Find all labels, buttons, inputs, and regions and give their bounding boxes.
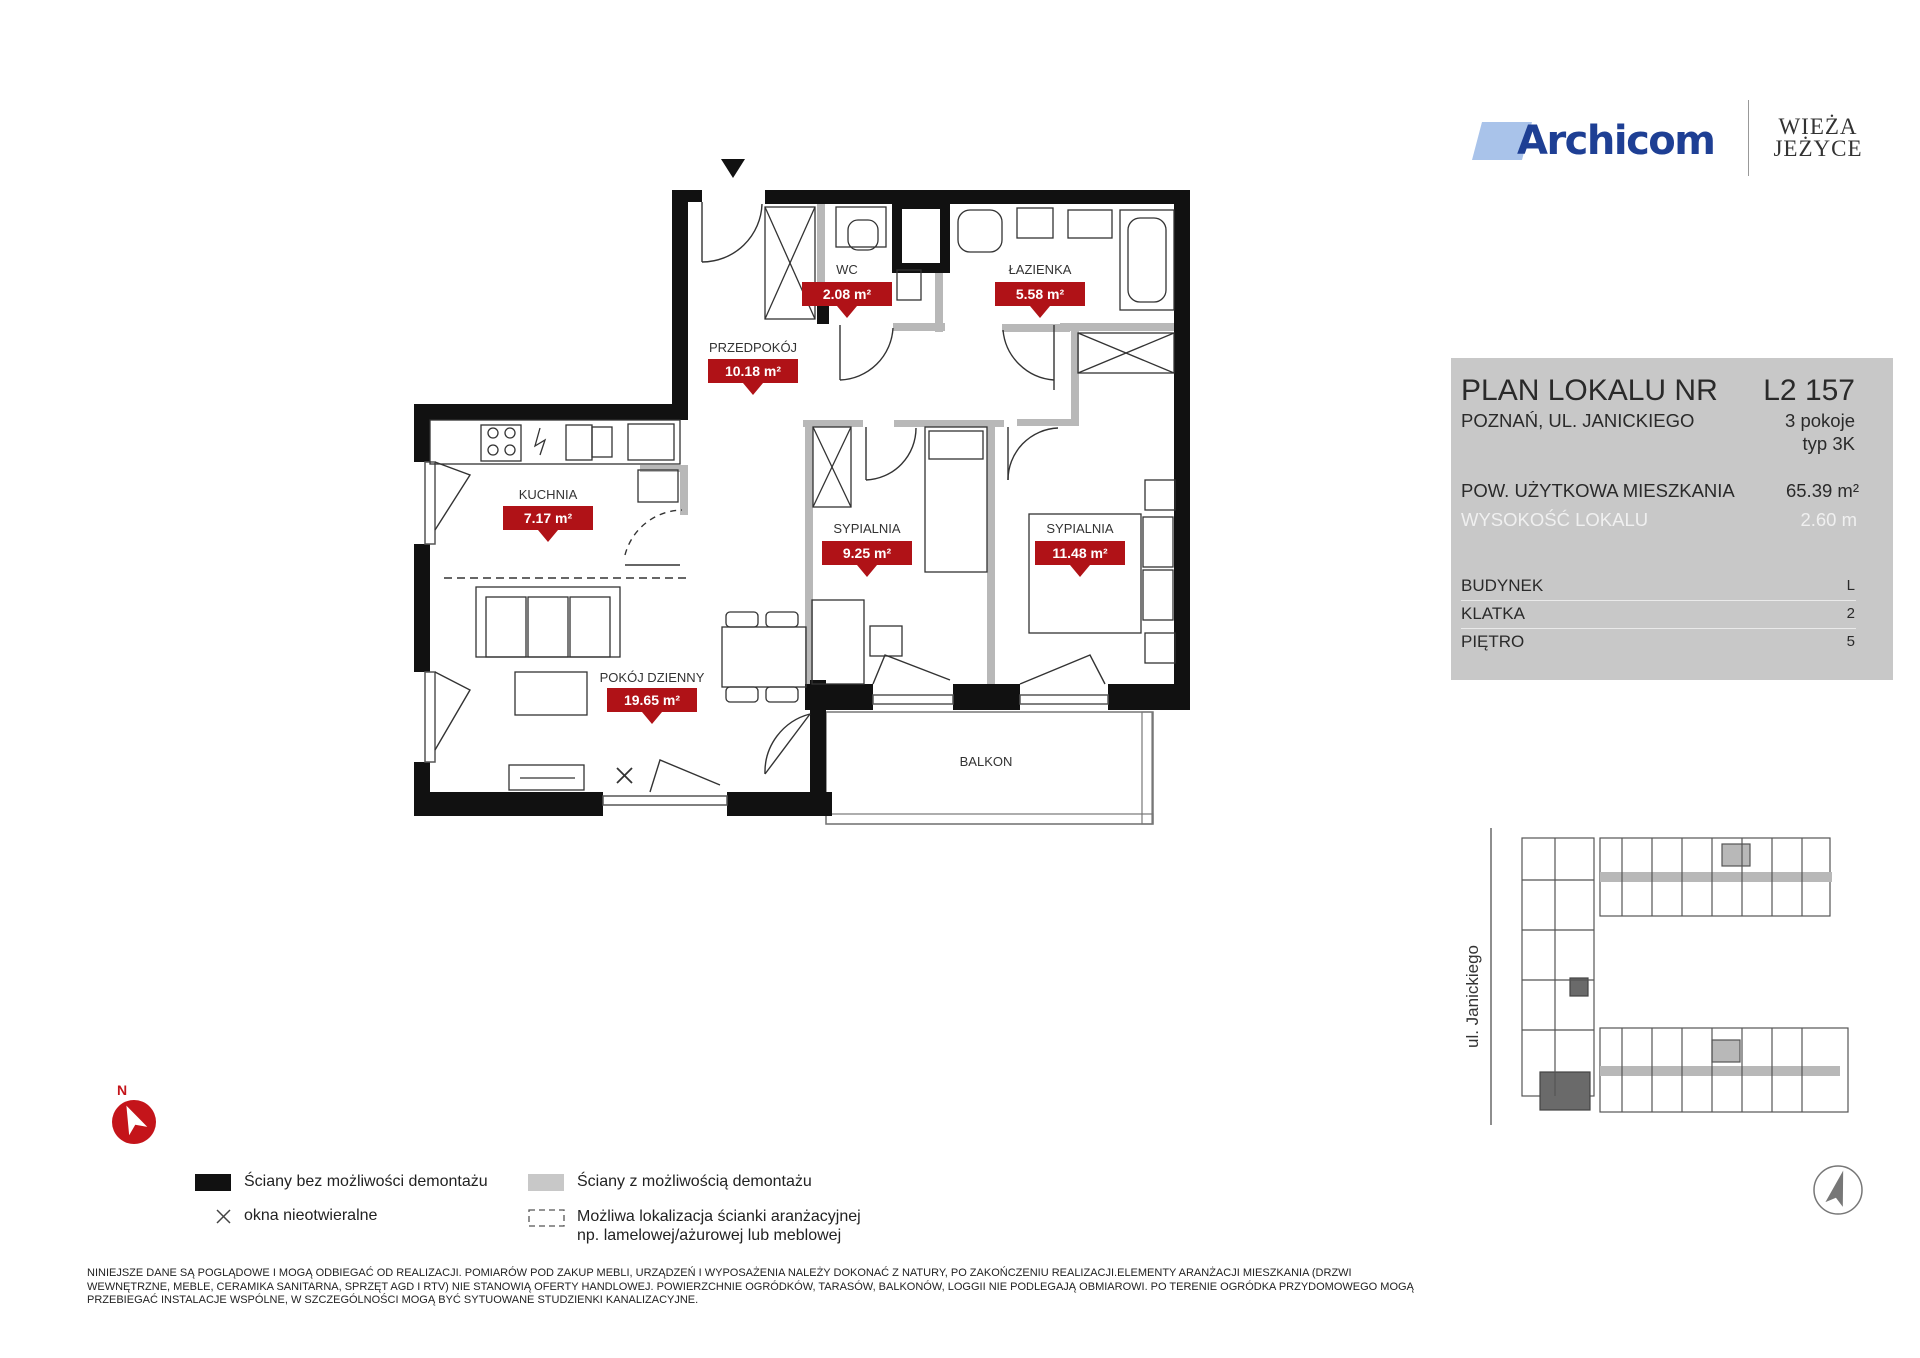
room-area-wc: 2.08 m²: [822, 286, 872, 302]
room-name-balkon: BALKON: [959, 754, 1013, 769]
legend-label-partition-line2: np. lamelowej/ażurowej lub meblowej: [577, 1227, 842, 1244]
info-divider: [1461, 628, 1856, 629]
site-plan: [1491, 828, 1848, 1125]
disclaimer: NINIEJSZE DANE SĄ POGLĄDOWE I MOGĄ ODBIEGAĆ OD REALIZACJI. POMIARÓW POD ZAKUP MEBLI, URZĄDZEŃ I WYPOSAŻENIA NALEŻY DOKONAĆ Z NATURY, PO ZAKOŃCZENIU REALIZACJI.ELEMENTY ARANŻACJI MIESZKANIA (DRZWI WEWNĘTRZNE, MEBLE, CERAMIKA SANITARNA, SPRZĘT AGD I RTV) NIE STANOWIĄ OFERTY HANDLOWEJ. POWIERZCHNIE OGRÓDKÓW, TARASÓW, BALKONÓW, LOGGII NIE PODLEGAJĄ OBMIAROWI. PO TERENIE OGRÓDKA PRZYDOMOWEGO MOGĄ PRZEBIEGAĆ INSTALACJE WSPÓLNE, W SZCZEGÓLNOŚCI MOGĄ BYĆ SYTUOWANE STUDZIENKI KANALIZACYJNE.: [87, 1267, 1414, 1306]
info-row-value-pietro: 5: [1846, 633, 1855, 650]
unit-type: typ 3K: [1802, 433, 1855, 454]
area-value: 65.39 m²: [1785, 480, 1859, 501]
info-row-label-budynek: BUDYNEK: [1461, 576, 1544, 595]
unit-info-panel: [1451, 358, 1893, 680]
unit-number: L2 157: [1763, 374, 1855, 407]
brand-logo-text: Archicom: [1517, 118, 1715, 164]
legend-swatch-partition: [529, 1210, 564, 1226]
legend-fixed-window-icon: [217, 1210, 230, 1223]
compass-north: [112, 1082, 156, 1144]
legend-label-removable-walls: Ściany z możliwością demontażu: [577, 1173, 812, 1190]
plan-title: PLAN LOKALU NR: [1461, 374, 1718, 407]
project-logo-line1: WIEŻA: [1778, 114, 1858, 139]
height-value: 2.60 m: [1800, 509, 1857, 530]
info-row-label-pietro: PIĘTRO: [1461, 632, 1525, 651]
legend-label-fixed-walls: Ściany bez możliwości demontażu: [244, 1173, 488, 1190]
entrance-marker: [721, 159, 745, 178]
room-area-sypialnia-2: 11.48 m²: [1052, 545, 1108, 561]
room-name-sypialnia-2: SYPIALNIA: [1046, 521, 1114, 536]
legend-label-partition-line1: Możliwa lokalizacja ścianki aranżacyjnej: [577, 1208, 861, 1225]
legend-label-fixed-windows: okna nieotwieralne: [244, 1207, 378, 1224]
room-area-pokoj-dzienny: 19.65 m²: [623, 692, 681, 708]
room-name-lazienka: ŁAZIENKA: [1008, 262, 1072, 277]
room-name-wc: WC: [836, 262, 858, 277]
room-name-przedpokoj: PRZEDPOKÓJ: [708, 340, 798, 355]
info-divider: [1461, 600, 1856, 601]
info-row-value-klatka: 2: [1846, 605, 1855, 622]
project-logo-line2: JEŻYCE: [1773, 136, 1863, 161]
site-plan-street-label: ul. Janickiego: [1463, 944, 1482, 1048]
compass-north-letter: N: [117, 1082, 128, 1098]
room-name-pokoj-dzienny: POKÓJ DZIENNY: [599, 670, 705, 685]
area-label: POW. UŻYTKOWA MIESZKANIA: [1461, 480, 1735, 501]
legend-swatch-removable: [528, 1174, 564, 1191]
room-count: 3 pokoje: [1785, 410, 1855, 431]
room-area-lazienka: 5.58 m²: [1015, 286, 1065, 302]
legend-swatch-fixed: [195, 1174, 231, 1191]
room-name-sypialnia-1: SYPIALNIA: [833, 521, 901, 536]
info-row-label-klatka: KLATKA: [1461, 604, 1525, 623]
height-label: WYSOKOŚĆ LOKALU: [1461, 509, 1649, 530]
area-tags: [503, 282, 1125, 724]
room-area-sypialnia-1: 9.25 m²: [842, 545, 892, 561]
site-plan-compass: [1814, 1166, 1862, 1214]
info-row-value-budynek: L: [1846, 577, 1855, 594]
legend-label-partition: [577, 1207, 861, 1245]
room-area-przedpokoj: 10.18 m²: [724, 363, 782, 379]
room-area-kuchnia: 7.17 m²: [523, 510, 573, 526]
room-name-kuchnia: KUCHNIA: [518, 487, 578, 502]
address: POZNAŃ, UL. JANICKIEGO: [1461, 410, 1695, 431]
